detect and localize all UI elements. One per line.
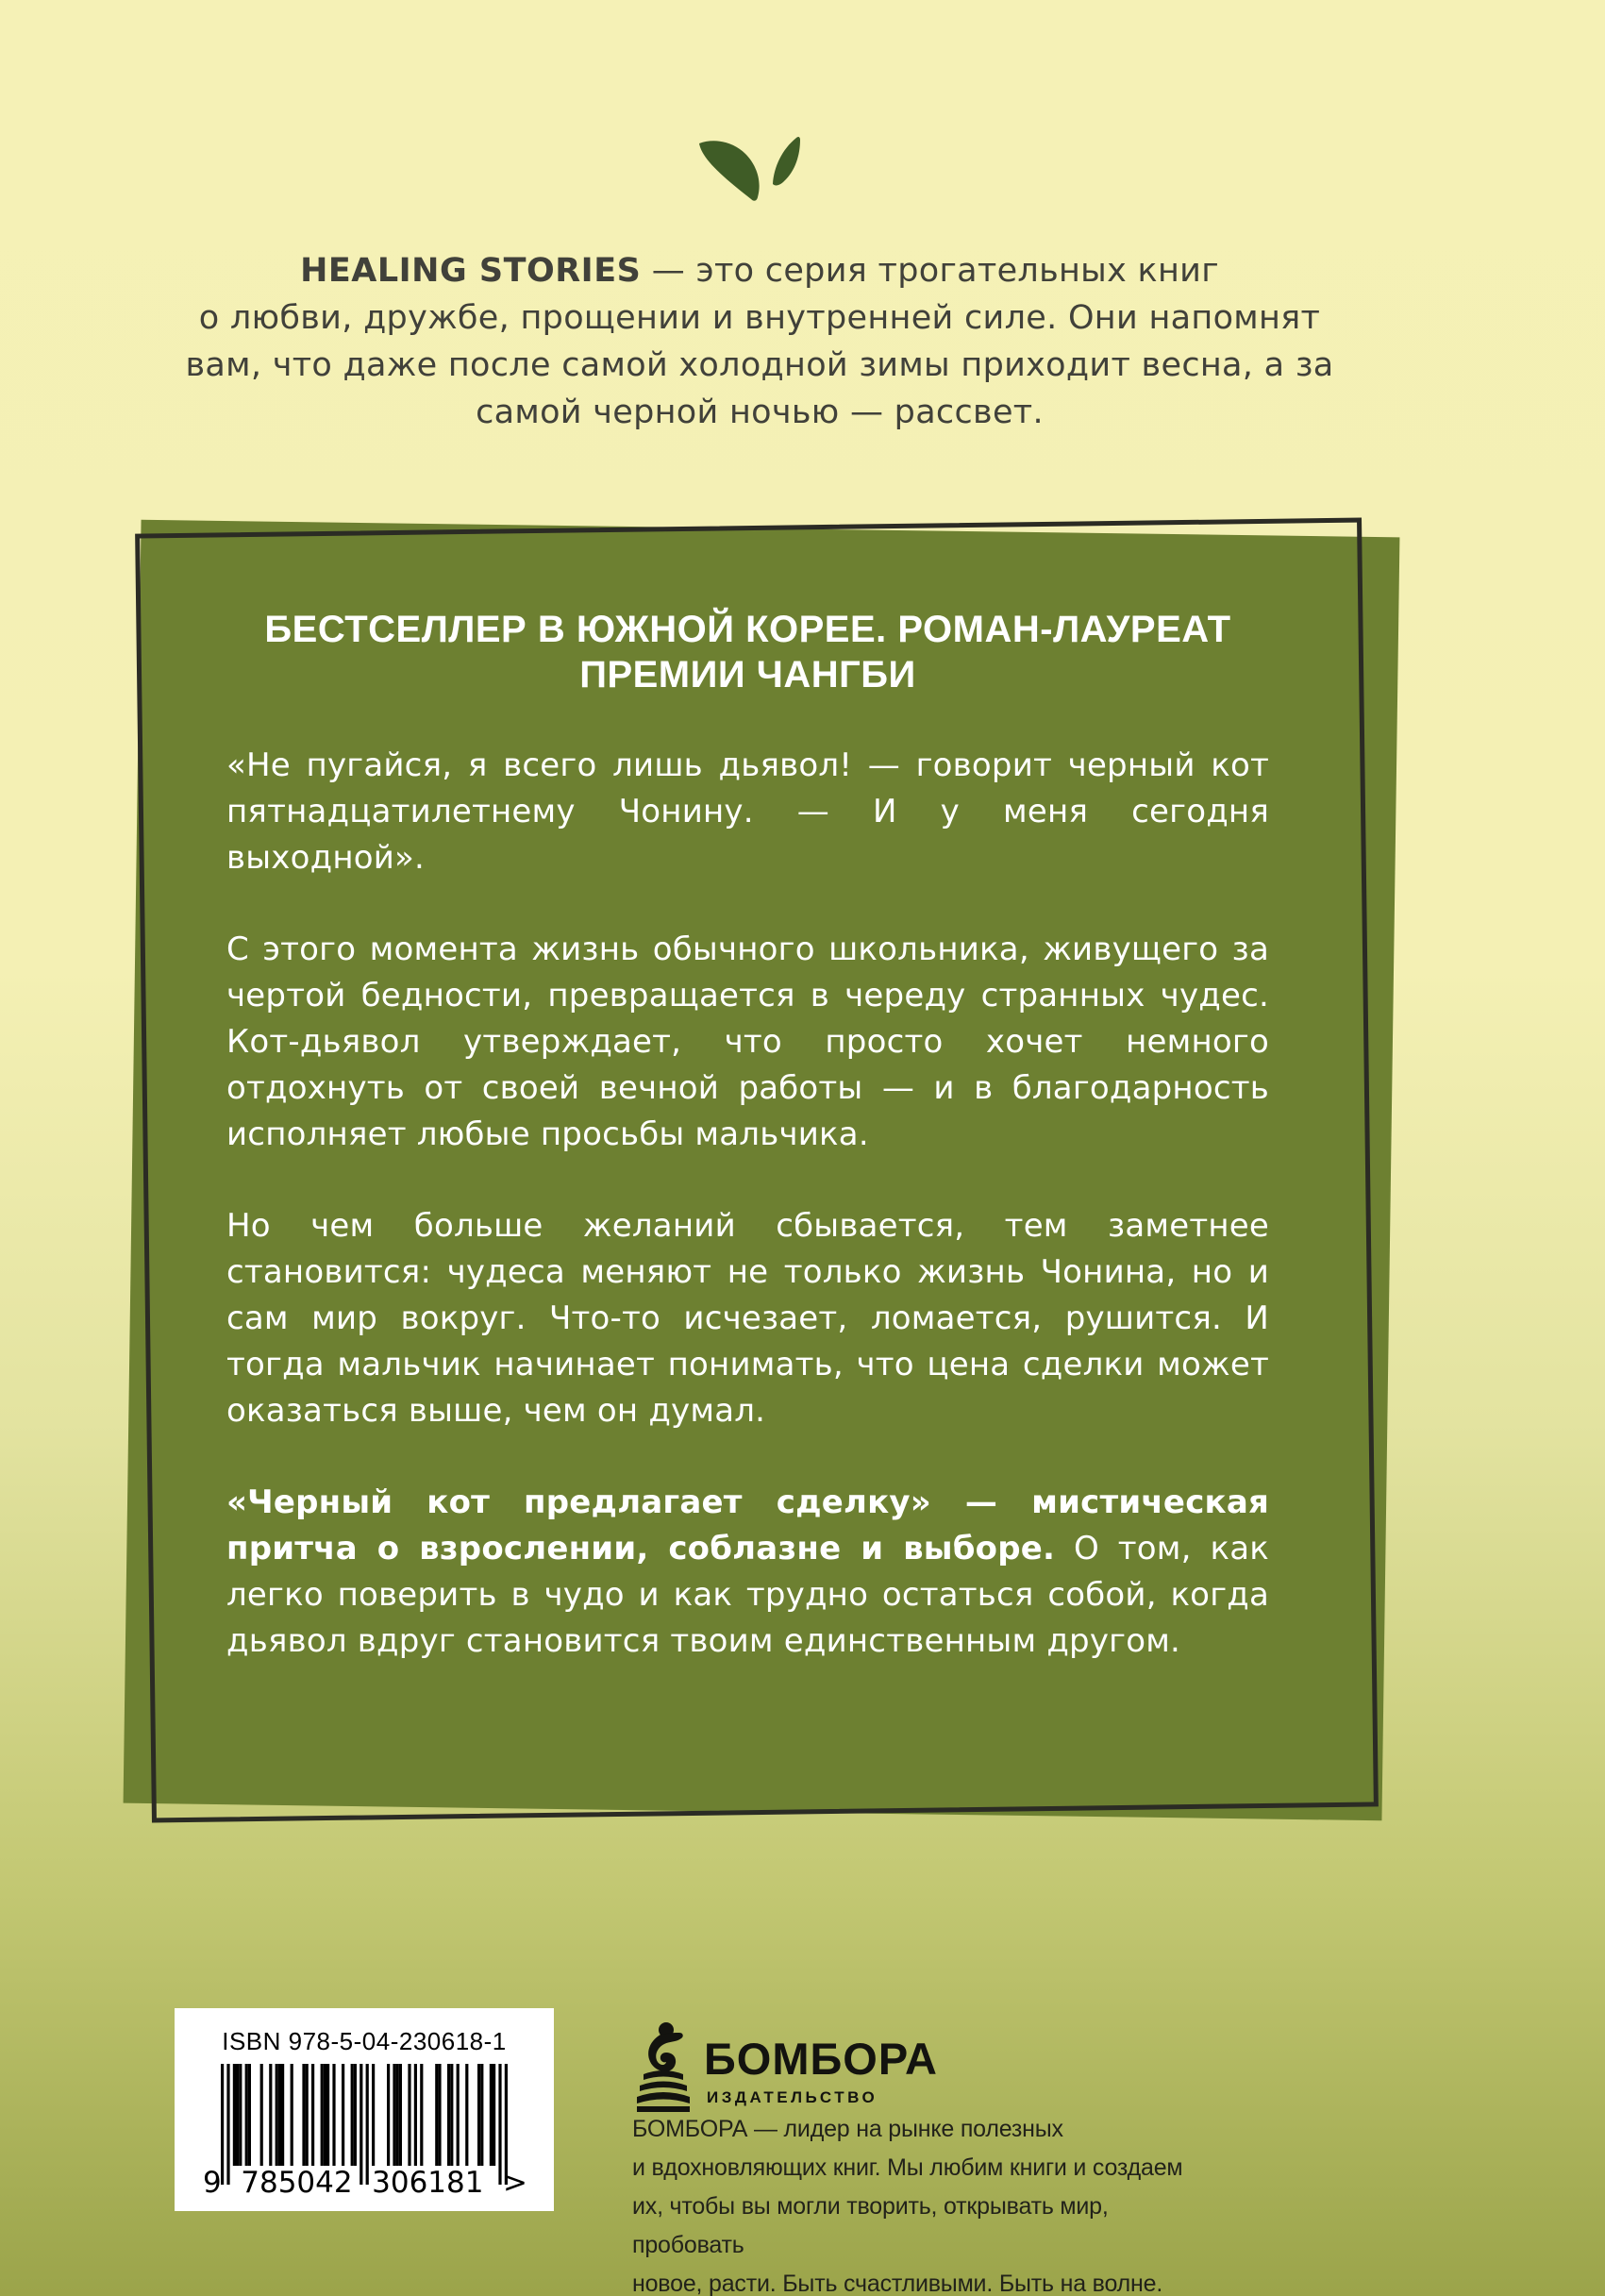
series-intro-line4: самой черной ночью — рассвет. bbox=[476, 394, 1044, 431]
isbn-block bbox=[175, 2008, 554, 2211]
barcode-digit-group: > bbox=[503, 2166, 527, 2200]
leaf-logo-icon bbox=[694, 135, 816, 214]
barcode-digit-group: 9 bbox=[203, 2166, 222, 2200]
annotation-paragraph: Но чем больше желаний сбывается, тем заметнее становится: чудеса меняют не только жизнь Чонина, но и сам мир вокруг. Что-то исчезает, ломается, рушится. И тогда мальчик начинает понимать, что цена сделки может оказаться выше, чем он думал. bbox=[226, 1207, 1269, 1430]
series-brand: HEALING STORIES bbox=[300, 252, 642, 290]
annotation-paragraph: «Не пугайся, я всего лишь дьявол! — говорит черный кот пятнадцатилетнему Чонину. — И у меня сегодня выходной». bbox=[226, 746, 1269, 877]
publisher-description-line: БОМБОРА — лидер на рынке полезных bbox=[632, 2116, 1063, 2142]
annotation-heading-line1: БЕСТСЕЛЛЕР В ЮЖНОЙ КОРЕЕ. РОМАН-ЛАУРЕАТ bbox=[264, 609, 1231, 650]
annotation-paragraph: С этого момента жизнь обычного школьника, живущего за чертой бедности, превращается в череду странных чудес. Кот-дьявол утверждает, что просто хочет немного отдохнуть от своей вечной работы — и в благодарность исполняет любые просьбы мальчика. bbox=[226, 930, 1269, 1153]
series-intro-line1 bbox=[142, 247, 1378, 294]
publisher-description bbox=[632, 2110, 1217, 2296]
annotation-content bbox=[226, 595, 1269, 1665]
bombora-surfer-icon bbox=[634, 2021, 693, 2114]
publisher-description-line: их, чтобы вы могли творить, открывать мир, пробовать bbox=[632, 2193, 1109, 2258]
series-intro-line1-rest: — это серия трогательных книг bbox=[641, 252, 1219, 290]
annotation-closing-bold: «Черный кот предлагает сделку» — мистическая притча о взрослении, соблазне и выборе. bbox=[226, 1483, 1269, 1567]
barcode-digit-group: 785042 bbox=[241, 2166, 353, 2200]
series-intro-line2: о любви, дружбе, прощении и внутренней силе. Они напомнят bbox=[198, 299, 1321, 337]
publisher-name: БОМБОРА bbox=[704, 2034, 938, 2084]
annotation-heading bbox=[226, 607, 1269, 697]
series-intro-line3: вам, что даже после самой холодной зимы приходит весна, а за bbox=[185, 346, 1334, 384]
barcode-digit-group: 306181 bbox=[372, 2166, 484, 2200]
annotation-heading-line2: ПРЕМИИ ЧАНГБИ bbox=[579, 654, 916, 696]
barcode-digits bbox=[203, 2166, 527, 2200]
annotation-body bbox=[226, 743, 1269, 1665]
publisher-description-line: новое, расти. Быть счастливыми. Быть на волне. bbox=[632, 2271, 1163, 2296]
annotation-closing-paragraph bbox=[226, 1480, 1269, 1665]
publisher-description-line: и вдохновляющих книг. Мы любим книги и создаем bbox=[632, 2154, 1183, 2181]
publisher-type: ИЗДАТЕЛЬСТВО bbox=[707, 2088, 878, 2106]
series-intro bbox=[142, 247, 1378, 436]
isbn-label: ISBN 978-5-04-230618-1 bbox=[222, 2027, 507, 2055]
annotation-closing-rest: О том, как легко поверить в чудо и как трудно остаться собой, когда дьявол вдруг становится твоим единственным другом. bbox=[226, 1530, 1270, 1660]
